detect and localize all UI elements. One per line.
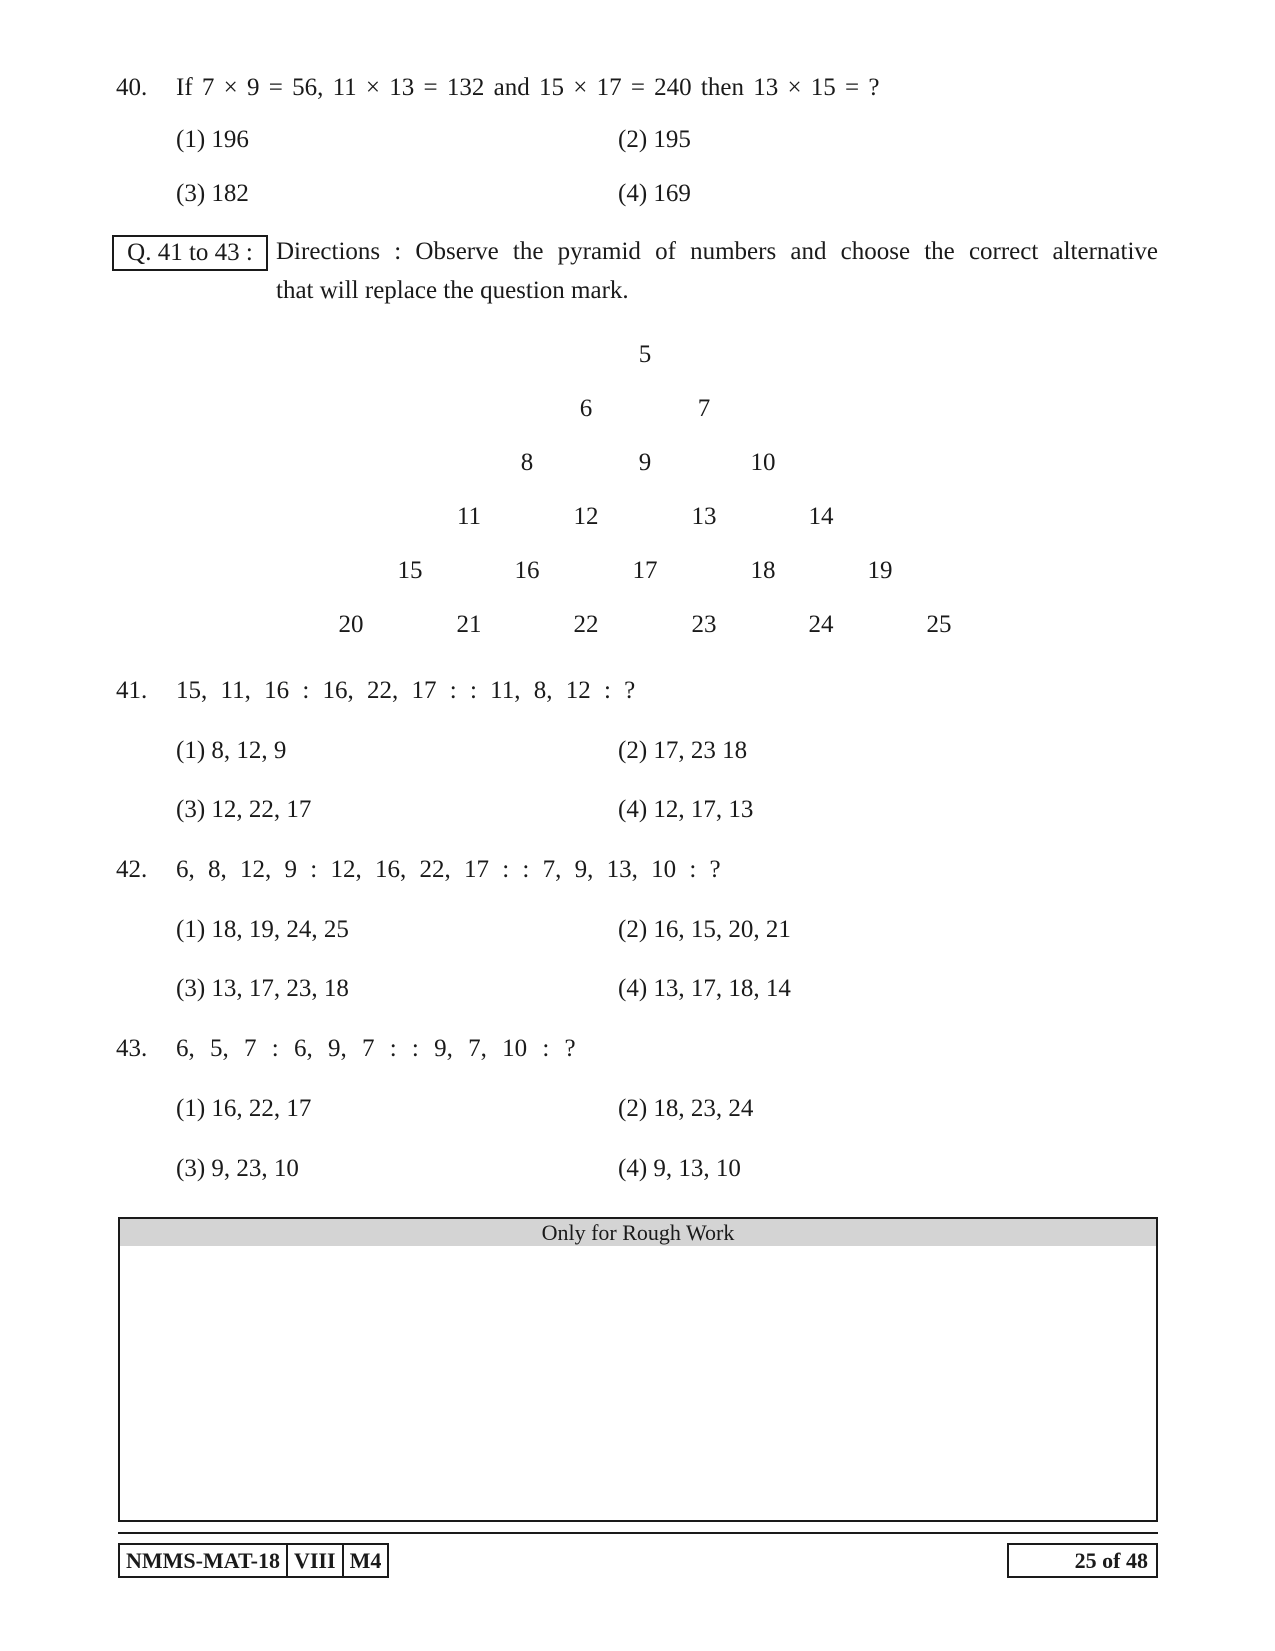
pyramid-number: 20 xyxy=(338,611,364,638)
pyramid-number: 19 xyxy=(867,557,893,584)
pyramid-number: 22 xyxy=(573,611,599,638)
question-41-option-4: (4) 12, 17, 13 xyxy=(618,796,754,823)
question-43-text: 6, 5, 7 : 6, 9, 7 : : 9, 7, 10 : ? xyxy=(176,1035,576,1062)
pyramid-number: 8 xyxy=(520,449,534,476)
pyramid-number: 13 xyxy=(691,503,717,530)
question-41-text: 15, 11, 16 : 16, 22, 17 : : 11, 8, 12 : ? xyxy=(176,677,636,704)
question-42-text: 6, 8, 12, 9 : 12, 16, 22, 17 : : 7, 9, 13, 10 : ? xyxy=(176,856,721,883)
pyramid-number: 17 xyxy=(632,557,658,584)
question-42-option-4: (4) 13, 17, 18, 14 xyxy=(618,975,791,1002)
pyramid-number: 23 xyxy=(691,611,717,638)
question-41-option-2: (2) 17, 23 18 xyxy=(618,737,748,764)
question-43-option-4: (4) 9, 13, 10 xyxy=(618,1155,741,1182)
question-42-option-3: (3) 13, 17, 23, 18 xyxy=(176,975,349,1002)
pyramid-number: 10 xyxy=(750,449,776,476)
pyramid-number: 21 xyxy=(456,611,482,638)
question-43-option-3: (3) 9, 23, 10 xyxy=(176,1155,299,1182)
question-40-option-3: (3) 182 xyxy=(176,180,249,207)
pyramid-number: 16 xyxy=(514,557,540,584)
question-40-option-1: (1) 196 xyxy=(176,126,249,153)
question-42-option-2: (2) 16, 15, 20, 21 xyxy=(618,916,791,943)
question-43-option-1: (1) 16, 22, 17 xyxy=(176,1095,312,1122)
question-43-option-2: (2) 18, 23, 24 xyxy=(618,1095,754,1122)
question-40-text: If 7 × 9 = 56, 11 × 13 = 132 and 15 × 17 = 240 then 13 × 15 = ? xyxy=(176,74,880,101)
paper-code-box xyxy=(118,1543,389,1578)
footer-divider xyxy=(118,1532,1158,1534)
pyramid-number: 11 xyxy=(456,503,482,530)
paper-code: NMMS-MAT-18 xyxy=(126,1548,280,1573)
question-42-option-1: (1) 18, 19, 24, 25 xyxy=(176,916,349,943)
pyramid-number: 6 xyxy=(579,395,593,422)
question-40-option-2: (2) 195 xyxy=(618,126,691,153)
pyramid-number: 25 xyxy=(926,611,952,638)
question-40-option-4: (4) 169 xyxy=(618,180,691,207)
pyramid-number: 18 xyxy=(750,557,776,584)
directions-text-line-2: that will replace the question mark. xyxy=(276,277,629,304)
page-number: 25 of 48 xyxy=(1007,1543,1158,1578)
rough-work-header: Only for Rough Work xyxy=(120,1219,1156,1246)
question-41-number: 41. xyxy=(116,677,148,704)
pyramid-number: 7 xyxy=(697,395,711,422)
paper-class: VIII xyxy=(286,1545,342,1576)
question-43-number: 43. xyxy=(116,1035,148,1062)
paper-medium: M4 xyxy=(342,1545,388,1576)
question-40-number: 40. xyxy=(116,74,148,101)
question-42-number: 42. xyxy=(116,856,148,883)
pyramid-number: 14 xyxy=(808,503,834,530)
pyramid-number: 9 xyxy=(638,449,652,476)
pyramid-number: 24 xyxy=(808,611,834,638)
pyramid-number: 12 xyxy=(573,503,599,530)
directions-text-line-1: Directions : Observe the pyramid of numbers and choose the correct alternative xyxy=(276,238,1158,265)
pyramid-number: 15 xyxy=(397,557,423,584)
rough-work-area xyxy=(118,1217,1158,1522)
question-41-option-1: (1) 8, 12, 9 xyxy=(176,737,287,764)
pyramid-number: 5 xyxy=(638,341,652,368)
directions-range-label: Q. 41 to 43 : xyxy=(112,235,268,271)
question-41-option-3: (3) 12, 22, 17 xyxy=(176,796,312,823)
